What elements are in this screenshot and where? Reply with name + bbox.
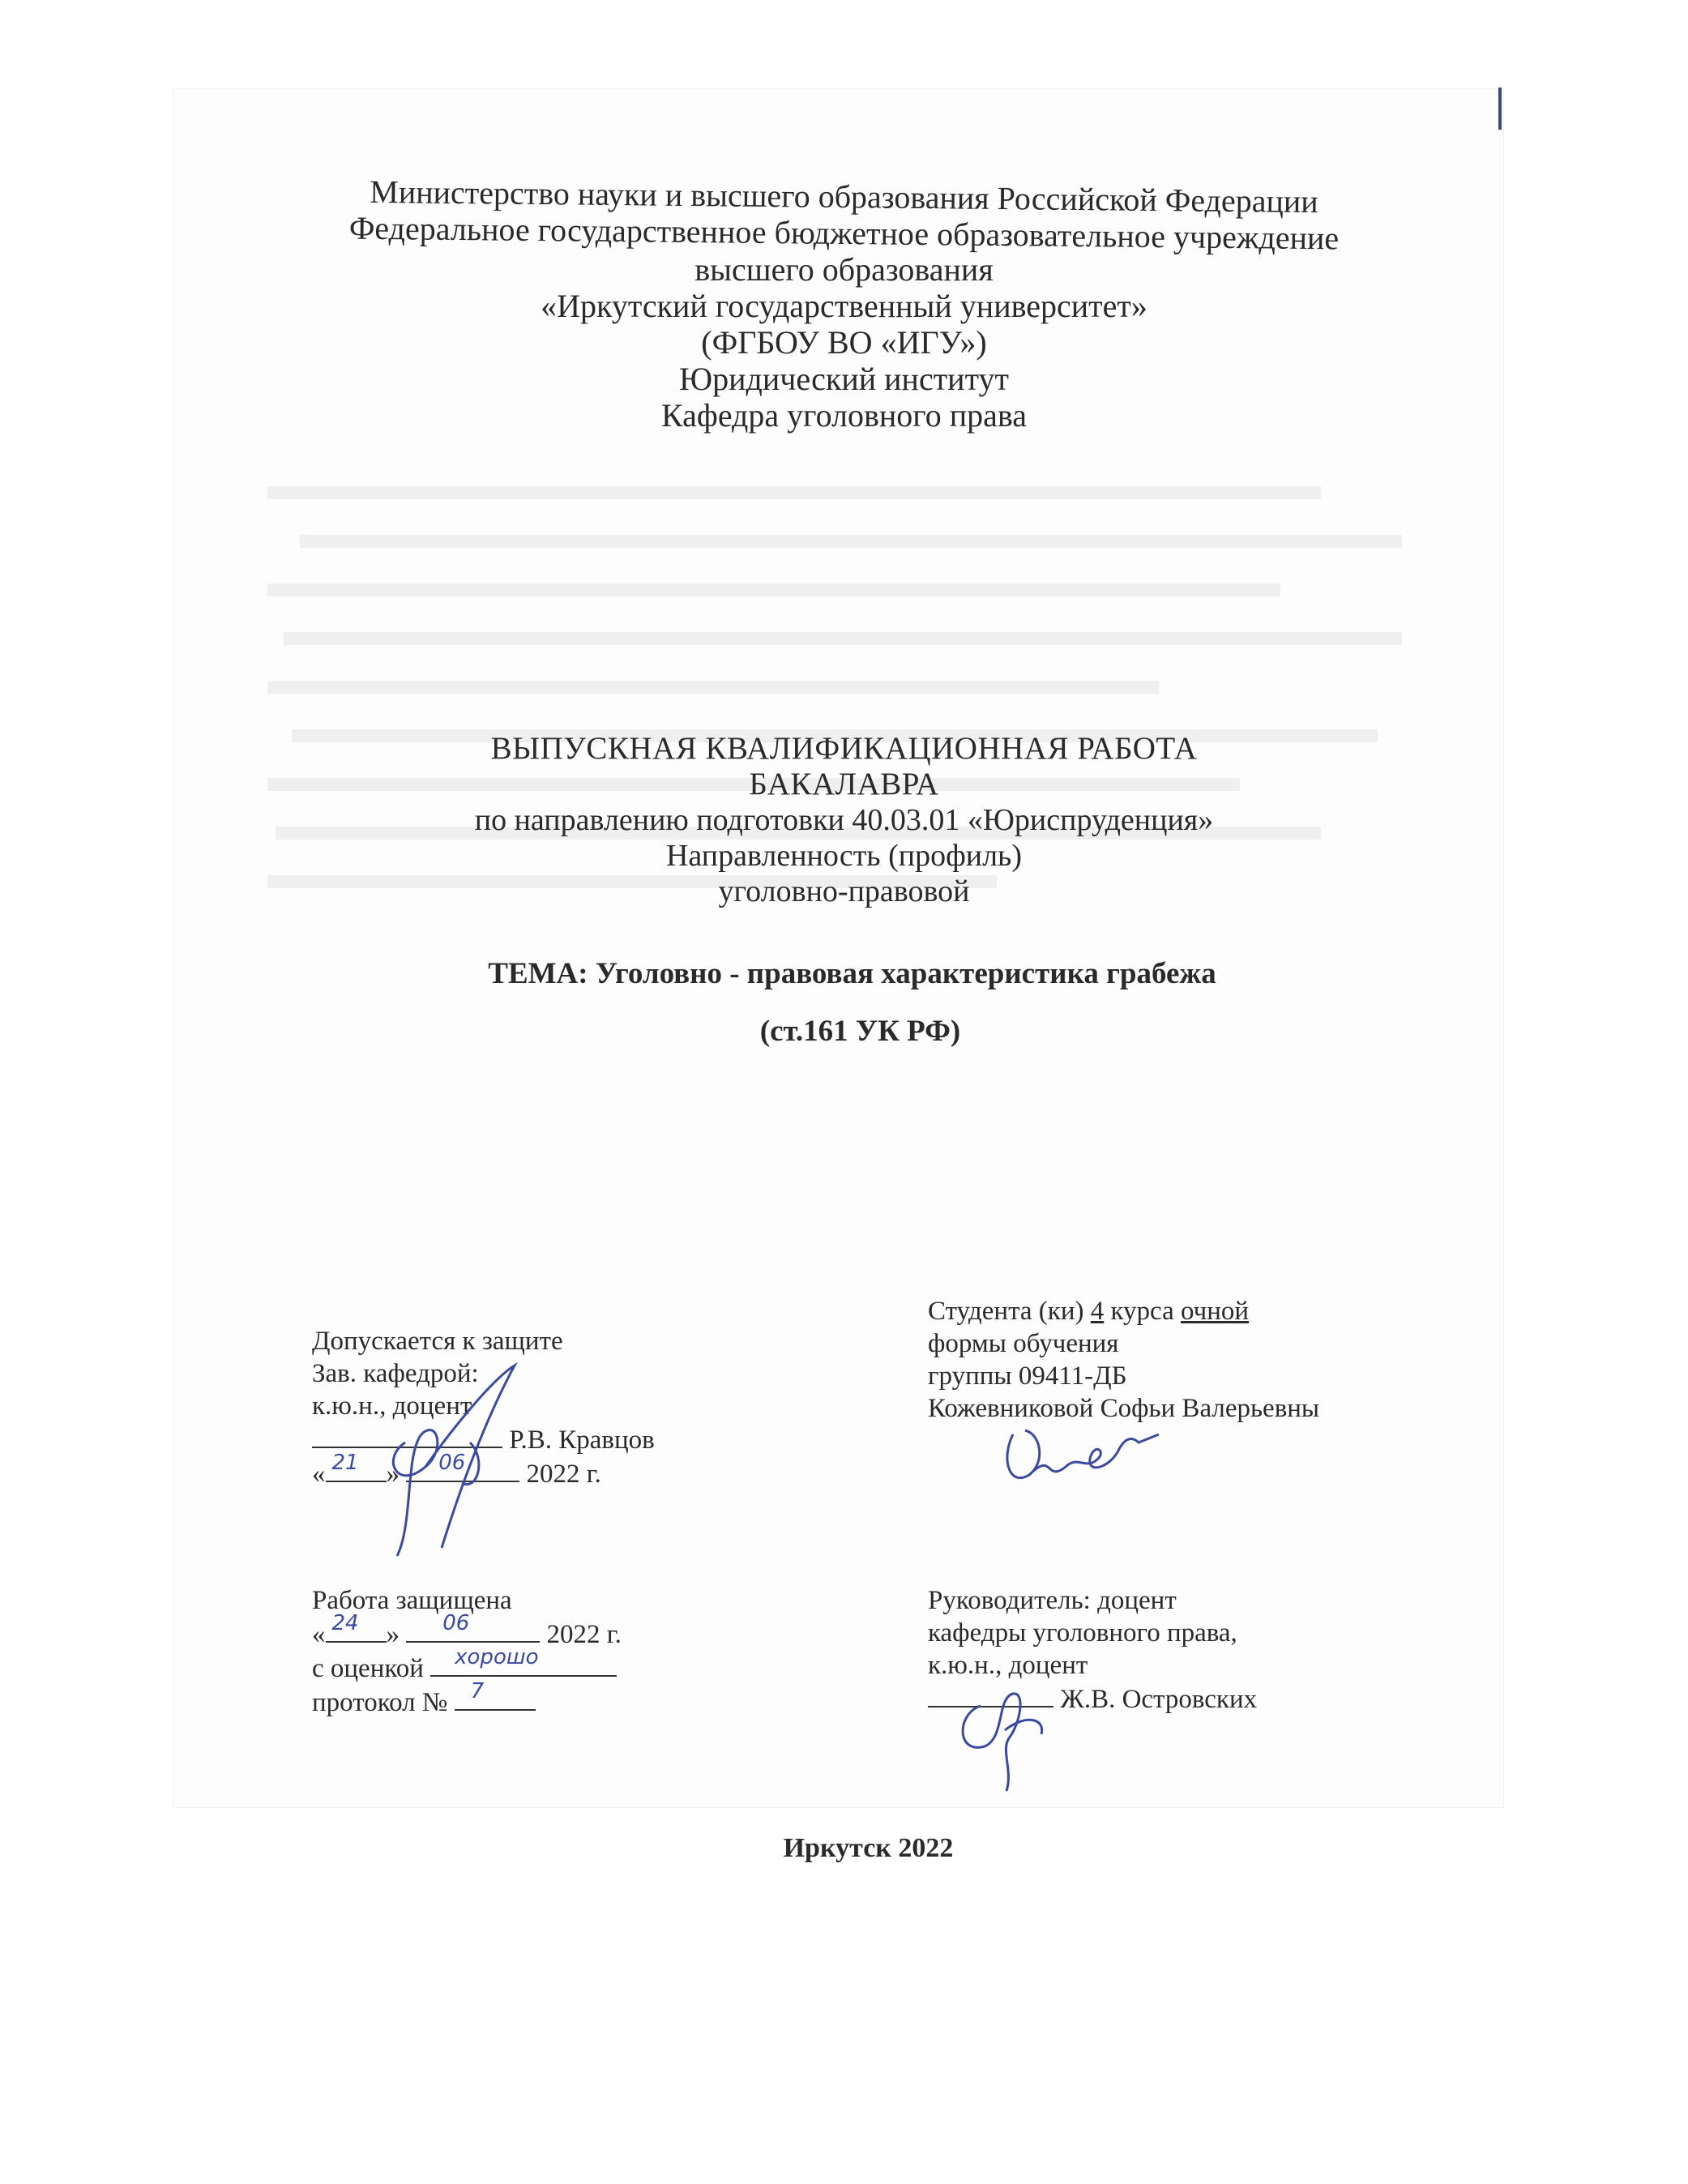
head-signature-icon — [348, 1361, 543, 1564]
grade-row — [312, 1645, 622, 1685]
supervisor-line3: к.ю.н., доцент — [928, 1651, 1088, 1680]
defense-line1: Работа защищена — [312, 1586, 512, 1615]
grade-blank — [430, 1645, 617, 1677]
student-group: группы 09411-ДБ — [928, 1361, 1127, 1391]
admission-month-handwritten: 06 — [438, 1451, 466, 1475]
focus-value: уголовно-правовой — [718, 874, 970, 908]
topic-block — [0, 956, 1688, 1049]
supervisor-name: Ж.В. Островских — [1060, 1685, 1258, 1714]
protocol-blank — [455, 1679, 536, 1711]
direction-line: по направлению подготовки 40.03.01 «Юриспруденция» — [474, 803, 1214, 837]
admission-year: 2022 г. — [526, 1460, 601, 1489]
study-form: очной — [1181, 1297, 1250, 1326]
defense-year: 2022 г. — [546, 1620, 622, 1649]
protocol-row — [312, 1679, 622, 1719]
supervisor-line2: кафедры уголовного права, — [928, 1618, 1237, 1648]
institution-header — [0, 173, 1688, 434]
work-type-line2: БАКАЛАВРА — [749, 767, 939, 801]
page-edge-mark — [1498, 88, 1502, 130]
student-line1 — [928, 1295, 1319, 1327]
topic-line2: (ст.161 УК РФ) — [759, 1015, 961, 1048]
city-year: Иркутск 2022 — [783, 1833, 954, 1863]
focus-label: Направленность (профиль) — [665, 839, 1023, 873]
defense-date-close-quote: » — [386, 1620, 400, 1649]
footer-city-year — [0, 1833, 1688, 1864]
work-title-block — [0, 731, 1688, 909]
department-line: Кафедра уголовного права — [661, 397, 1027, 434]
defense-block — [312, 1584, 622, 1719]
institute-line: Юридический институт — [678, 361, 1010, 397]
university-abbrev-line: (ФГБОУ ВО «ИГУ») — [701, 324, 987, 361]
protocol-handwritten: 7 — [470, 1679, 485, 1703]
institution-type-line: Федеральное государственное бюджетное образовательное учреждение — [348, 209, 1340, 257]
student-line2: формы обучения — [928, 1329, 1119, 1358]
protocol-label: протокол № — [312, 1688, 448, 1717]
student-name: Кожевниковой Софьи Валерьевны — [928, 1394, 1320, 1423]
admission-day-handwritten: 21 — [331, 1451, 359, 1475]
defense-month-handwritten: 06 — [442, 1611, 470, 1635]
grade-handwritten: хорошо — [455, 1645, 539, 1669]
grade-label: с оценкой — [312, 1654, 424, 1683]
university-name-line: «Иркутский государственный университет» — [541, 288, 1147, 324]
admission-line1: Допускается к защите — [312, 1327, 563, 1356]
student-label: Студента (ки) — [928, 1297, 1091, 1326]
supervisor-signature-icon — [948, 1682, 1062, 1795]
education-level-line: высшего образования — [694, 251, 994, 288]
head-name: Р.В. Кравцов — [509, 1425, 655, 1455]
student-block — [928, 1295, 1319, 1425]
defense-date-open-quote: « — [312, 1620, 326, 1649]
student-signature-icon — [997, 1410, 1167, 1491]
ministry-line: Министерство науки и высшего образования Российской Федерации — [370, 173, 1318, 220]
date-close-quote: » — [386, 1460, 400, 1489]
admission-line2: Зав. кафедрой: — [312, 1359, 479, 1388]
course-label: курса — [1104, 1297, 1181, 1326]
admission-line3: к.ю.н., доцент — [312, 1391, 472, 1421]
work-type-line1: ВЫПУСКНАЯ КВАЛИФИКАЦИОННАЯ РАБОТА — [490, 731, 1198, 766]
defense-month-blank — [406, 1611, 540, 1643]
defense-day-handwritten: 24 — [331, 1611, 359, 1635]
supervisor-line1: Руководитель: доцент — [928, 1586, 1177, 1615]
defense-day-blank — [326, 1611, 387, 1643]
date-open-quote: « — [312, 1460, 326, 1489]
student-course: 4 — [1090, 1297, 1105, 1326]
topic-line1: ТЕМА: Уголовно - правовая характеристика грабежа — [488, 957, 1216, 990]
